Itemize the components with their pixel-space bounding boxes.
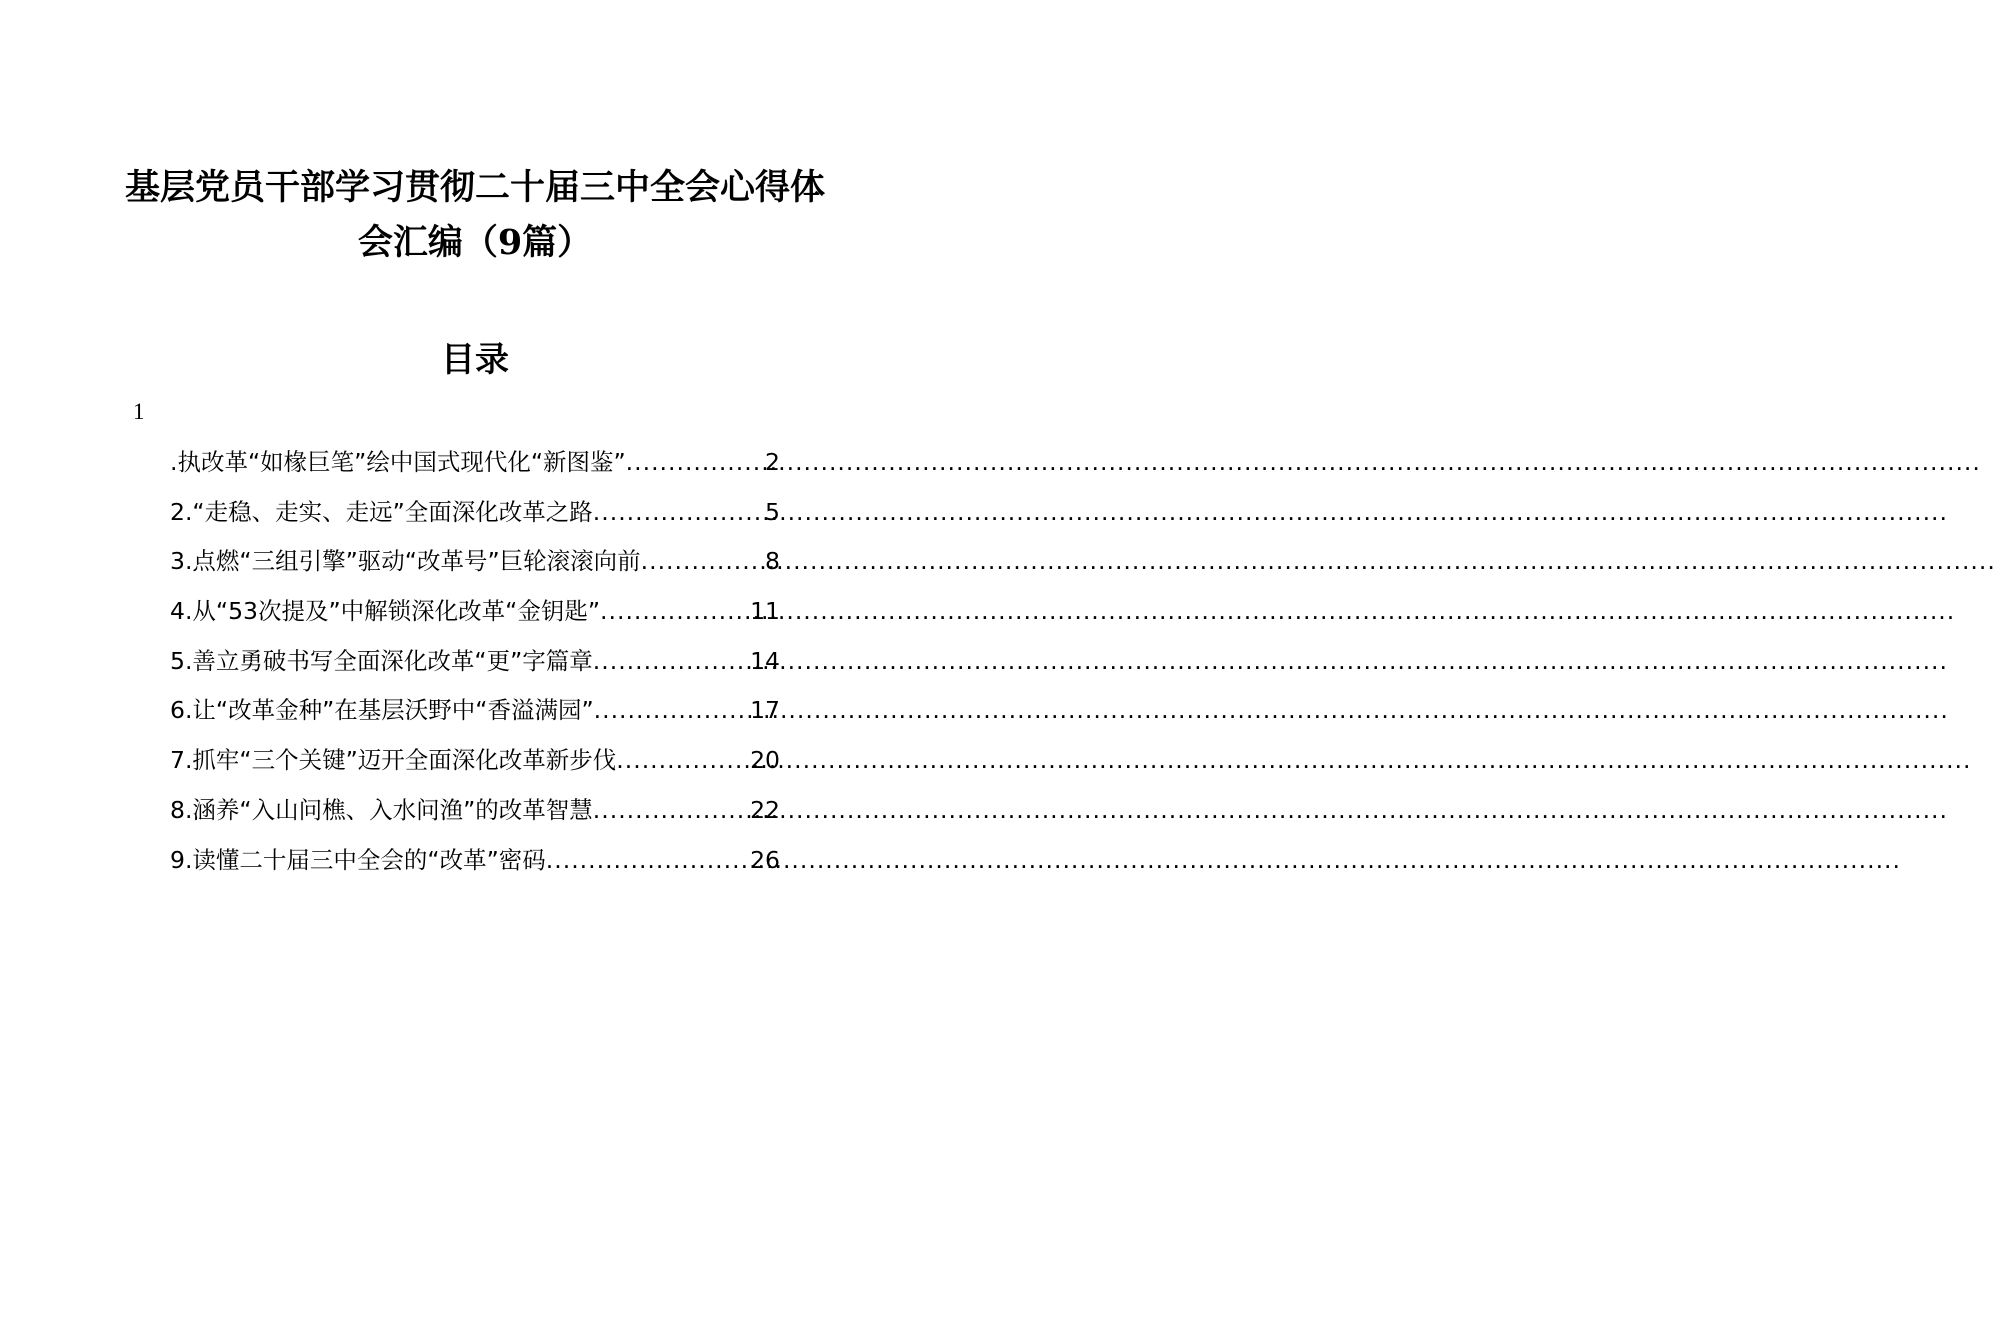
toc-entry-5[interactable] — [170, 641, 780, 691]
toc-entry-page: 14 — [750, 646, 780, 675]
toc-entry-page: 2 — [765, 448, 780, 476]
document-title-line-2: 会汇编（9篇） — [357, 222, 593, 263]
toc-dot-leader — [626, 442, 764, 482]
toc-dot-leader — [594, 690, 749, 730]
toc-entry-text: 8.涵养“入山问樵、入水问渔”的改革智慧 — [170, 795, 593, 824]
toc-entry-text: .执改革“如椽巨笔”绘中国式现代化“新图鉴” — [170, 448, 626, 476]
toc-entry-6[interactable] — [170, 690, 780, 740]
toc-entry-page: 22 — [750, 795, 780, 824]
toc-entry-page: 17 — [750, 696, 780, 725]
toc-dot-leader — [546, 840, 749, 880]
toc-entry-text: 9.读懂二十届三中全会的“改革”密码 — [170, 845, 546, 874]
toc-entry-text: 5.善立勇破书写全面深化改革“更”字篇章 — [170, 646, 593, 675]
toc-entry-2[interactable] — [170, 492, 780, 542]
toc-entry-7[interactable] — [170, 740, 780, 790]
toc-entry-1[interactable] — [170, 442, 780, 492]
toc-dot-leader — [593, 641, 749, 681]
table-of-contents — [170, 442, 780, 889]
document-title — [60, 160, 890, 270]
toc-entry-page: 5 — [765, 497, 780, 526]
toc-entry-page: 8 — [765, 547, 780, 576]
toc-entry-9[interactable] — [170, 840, 780, 890]
toc-dot-leader — [641, 541, 764, 581]
toc-entry-text: 4.从“53次提及”中解锁深化改革“金钥匙” — [170, 597, 601, 626]
document-title-line-1: 基层党员干部学习贯彻二十届三中全会心得体 — [124, 167, 825, 208]
toc-entry-text: 3.点燃“三组引擎”驱动“改革号”巨轮滚滚向前 — [170, 547, 641, 576]
toc-entry-text: 2.“走稳、走实、走远”全面深化改革之路 — [170, 497, 593, 526]
toc-dot-leader — [616, 740, 749, 780]
toc-entry-text: 6.让“改革金种”在基层沃野中“香溢满园” — [170, 696, 594, 725]
toc-dot-leader — [593, 492, 764, 532]
toc-entry-3[interactable] — [170, 541, 780, 591]
toc-entry-8[interactable] — [170, 790, 780, 840]
toc-entry-page: 11 — [750, 597, 780, 626]
toc-dot-leader — [600, 591, 749, 631]
toc-entry-page: 20 — [750, 746, 780, 775]
toc-entry-4[interactable] — [170, 591, 780, 641]
toc-entry-text: 7.抓牢“三个关键”迈开全面深化改革新步伐 — [170, 746, 617, 775]
toc-heading: 目录 — [441, 340, 509, 380]
toc-stray-number: 1 — [133, 399, 145, 424]
toc-entry-page: 26 — [750, 845, 780, 874]
toc-dot-leader — [593, 790, 749, 830]
